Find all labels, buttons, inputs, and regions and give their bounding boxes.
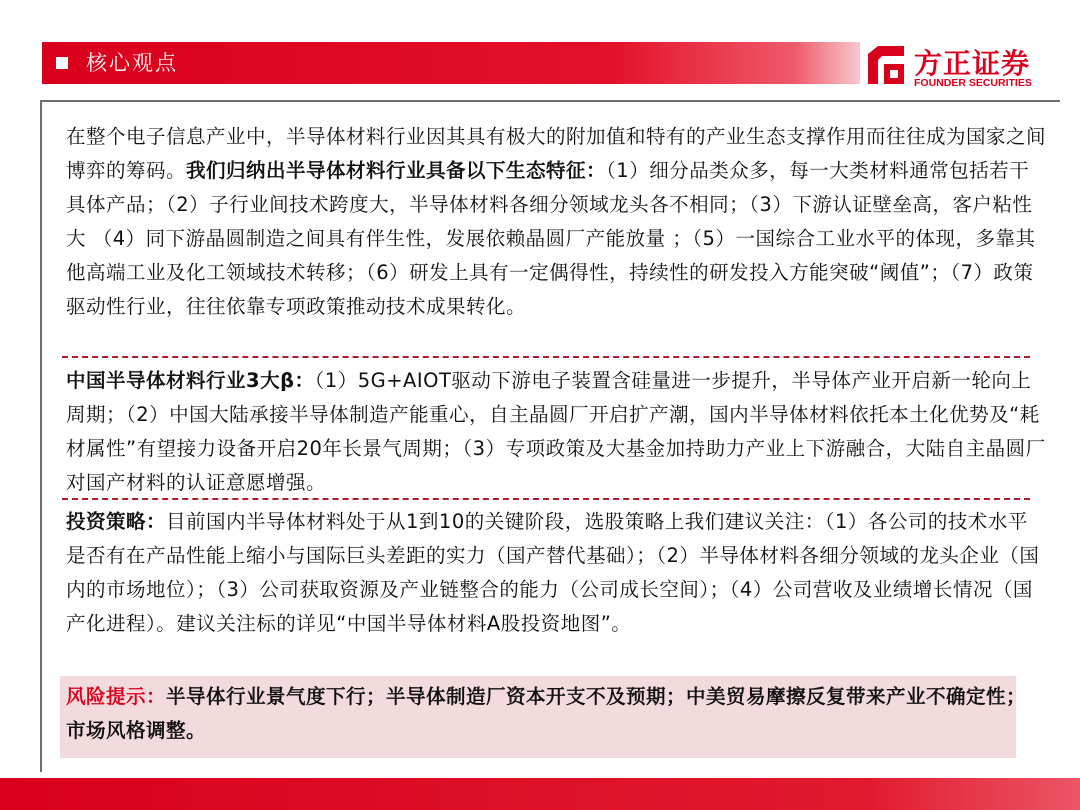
strategy-paragraph bbox=[66, 505, 1046, 641]
risk-text: 半导体行业景气度下行；半导体制造厂资本开支不及预期；中美贸易摩擦反复带来产业不确定性；市场风格调整。 bbox=[66, 685, 1027, 742]
ecosystem-features-paragraph bbox=[66, 120, 1046, 324]
content-left-rule bbox=[40, 100, 42, 772]
beta-label: 中国半导体材料行业3大β： bbox=[66, 369, 315, 392]
section-divider bbox=[62, 498, 1030, 500]
beta-text: （1）5G+AIOT驱动下游电子装置含硅量进一步提升，半导体产业开启新一轮向上周期；（2）中国大陆承接半导体制造产能重心，自主晶圆厂开启扩产潮，国内半导体材料依托本土化优势及“耗材属性”有望接力设备开启20年长景气周期；（3）专项政策及大基金加持助力产业上下游融合，大陆自主晶圆厂对国产材料的认证意愿增强。 bbox=[66, 369, 1046, 494]
intro-text: 在整个电子信息产业中，半导体材料行业因其具有极大的附加值和特有的产业生态支撑作用而往往成为国家之间博弈的筹码。 bbox=[66, 125, 1047, 182]
title-bullet-icon bbox=[56, 57, 68, 69]
risk-label: 风险提示： bbox=[66, 685, 167, 708]
risk-paragraph bbox=[66, 680, 1046, 748]
section-divider bbox=[62, 356, 1030, 358]
beta-paragraph bbox=[66, 364, 1046, 500]
logo-text-cn: 方正证券 bbox=[914, 47, 1031, 80]
company-logo bbox=[864, 44, 1044, 90]
logo-text-en: FOUNDER SECURITIES bbox=[914, 77, 1032, 89]
content-top-rule bbox=[40, 100, 1060, 102]
page-title: 核心观点 bbox=[86, 51, 178, 75]
features-list: （1）细分品类众多，每一大类材料通常包括若干具体产品；（2）子行业间技术跨度大，半导体材料各细分领域龙头各不相同；（3）下游认证壁垒高，客户粘性大 （4）同下游晶圆制造之间具有伴生性，发展依赖晶圆厂产能放量 ；（5）一国综合工业水平的体现，多靠其他高端工业及化工领域技术转移；（6）研发上具有一定偶得性，持续性的研发投入方能突破“阈值”；（7）政策驱动性行业，往往依靠专项政策推动技术成果转化。 bbox=[66, 159, 1036, 318]
footer-band bbox=[0, 778, 1080, 810]
strategy-text: 目前国内半导体材料处于从1到10的关键阶段，选股策略上我们建议关注：（1）各公司的技术水平是否有在产品性能上缩小与国际巨头差距的实力（国产替代基础）；（2）半导体材料各细分领域的龙头企业（国内的市场地位）；（3）公司获取资源及产业链整合的能力（公司成长空间）；（4）公司营收及业绩增长情况（国产化进程）。建议关注标的详见“中国半导体材料A股投资地图”。 bbox=[66, 510, 1040, 635]
strategy-label: 投资策略： bbox=[66, 510, 167, 533]
founder-logo-icon bbox=[864, 44, 908, 88]
features-lead: 我们归纳出半导体材料行业具备以下生态特征： bbox=[186, 159, 607, 182]
